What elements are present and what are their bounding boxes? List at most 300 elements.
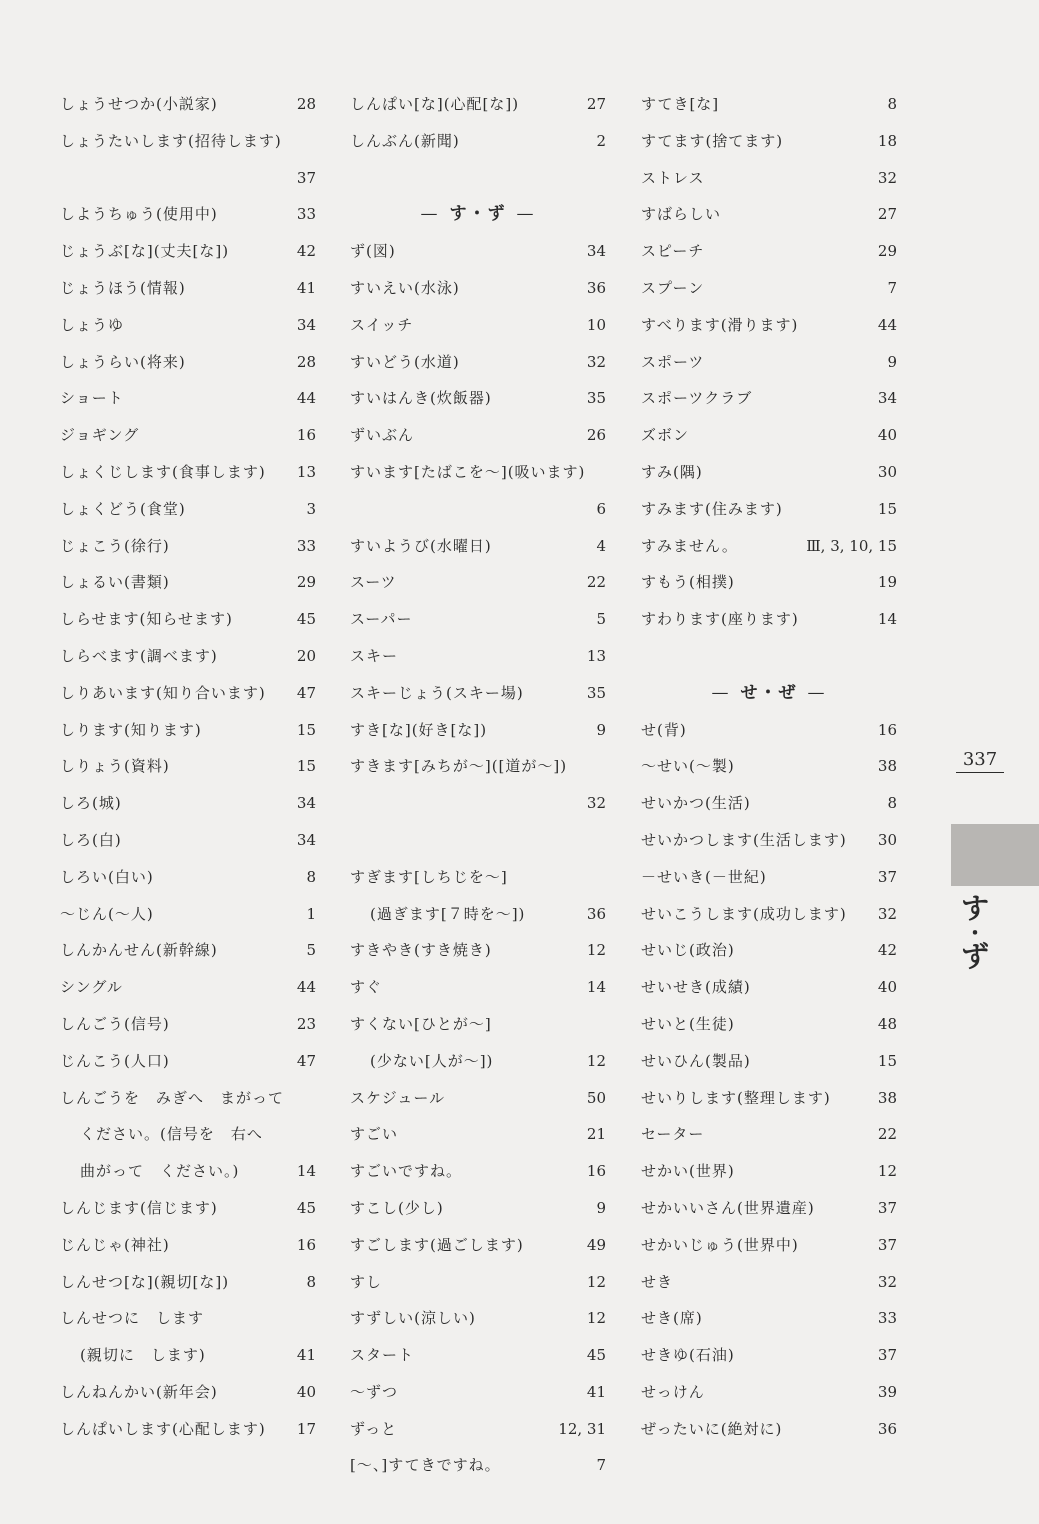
- index-entry: [60, 932, 316, 969]
- index-page-ref: 13: [586, 646, 606, 665]
- index-entry: [350, 1116, 606, 1153]
- index-term: すばらしい: [641, 205, 722, 224]
- index-term: すくない[ひとが～]: [350, 1014, 492, 1033]
- index-term: せいりします(整理します): [641, 1088, 831, 1107]
- index-entry: [60, 1337, 316, 1374]
- index-entry: [60, 344, 316, 381]
- index-page-ref: 37: [877, 1235, 897, 1254]
- index-entry: [641, 233, 897, 270]
- section-heading-label: す・ず: [449, 204, 507, 225]
- section-heading: [641, 675, 897, 712]
- index-entry: [350, 1153, 606, 1190]
- index-page-ref: 14: [296, 1162, 316, 1181]
- index-term: ぜったいに(絶対に): [641, 1419, 783, 1438]
- index-page-ref: 9: [887, 352, 897, 371]
- index-term: しろい(白い): [60, 867, 154, 886]
- index-page-ref: 22: [877, 1125, 897, 1144]
- index-term: シングル: [60, 978, 123, 997]
- index-page-ref: [312, 1300, 316, 1337]
- index-page-ref: [602, 822, 606, 859]
- index-entry: [60, 233, 316, 270]
- index-entry: [641, 712, 897, 749]
- index-term: スタート: [350, 1346, 415, 1365]
- index-entry: [350, 86, 606, 123]
- index-entry: [641, 86, 897, 123]
- index-entry: [60, 196, 316, 233]
- index-page-ref: 2: [596, 131, 606, 150]
- index-page-ref: 45: [586, 1346, 606, 1365]
- index-entry: [350, 160, 606, 197]
- index-entry: [350, 1080, 606, 1117]
- thumb-label-char: ・: [965, 921, 985, 945]
- index-page-ref: 9: [596, 720, 606, 739]
- index-entry: [60, 86, 316, 123]
- index-entry: [641, 1227, 897, 1264]
- index-page-ref: 12: [586, 1272, 606, 1291]
- index-entry: [60, 528, 316, 565]
- index-term: スポーツ: [641, 352, 705, 371]
- index-page-ref: 48: [877, 1014, 897, 1033]
- page-number: 337: [956, 748, 1004, 773]
- index-term: スキーじょう(スキー場): [350, 683, 524, 702]
- index-entry: [641, 1300, 897, 1337]
- index-page-ref: 14: [877, 610, 897, 629]
- index-term: じんこう(人口): [60, 1051, 170, 1070]
- index-entry: [641, 123, 897, 160]
- index-entry: [641, 969, 897, 1006]
- index-page-ref: 21: [586, 1125, 606, 1144]
- thumb-label-char: ず: [960, 940, 989, 973]
- index-entry: [641, 1043, 897, 1080]
- index-page-ref: 38: [877, 1088, 897, 1107]
- index-term: すわります(座ります): [641, 610, 799, 629]
- index-entry: [350, 896, 606, 933]
- index-term: すし: [350, 1272, 383, 1291]
- index-entry: [60, 564, 316, 601]
- index-term: ～じん(～人): [60, 904, 154, 923]
- index-entry: [60, 1411, 316, 1448]
- index-entry: [641, 1264, 897, 1301]
- index-term: ～ずつ: [350, 1382, 399, 1401]
- index-entry: [641, 748, 897, 785]
- index-page-ref: [312, 123, 316, 160]
- index-term: しんごう(信号): [60, 1014, 170, 1033]
- index-entry: [60, 123, 316, 160]
- index-entry: [60, 1043, 316, 1080]
- index-term: しろ(城): [60, 794, 122, 813]
- index-term: (少ない[人が～]): [370, 1051, 494, 1070]
- index-entry: [641, 1080, 897, 1117]
- index-term: じょうほう(情報): [60, 278, 186, 297]
- index-term: すぐ: [350, 978, 383, 997]
- index-entry: [60, 1153, 316, 1190]
- index-page-ref: 16: [877, 720, 897, 739]
- index-term: すきやき(すき焼き): [350, 941, 492, 960]
- index-page-ref: 15: [296, 720, 316, 739]
- index-entry: [350, 1264, 606, 1301]
- index-page-ref: 44: [296, 389, 316, 408]
- index-entry: [350, 822, 606, 859]
- index-page-ref: 34: [296, 830, 316, 849]
- index-term: スーツ: [350, 573, 397, 592]
- index-page-ref: 12: [586, 941, 606, 960]
- index-entry: [60, 969, 316, 1006]
- index-term: すぎます[しちじを～]: [350, 867, 508, 886]
- index-page-ref: 28: [296, 352, 316, 371]
- index-page-ref: 16: [586, 1162, 606, 1181]
- index-page-ref: 15: [877, 499, 897, 518]
- index-page-ref: 23: [296, 1014, 316, 1033]
- index-term: しょうゆ: [60, 315, 125, 334]
- index-page-ref: [602, 160, 606, 197]
- index-page-ref: 30: [877, 462, 897, 481]
- index-page-ref: 22: [586, 573, 606, 592]
- index-entry: [60, 785, 316, 822]
- index-term: すごします(過ごします): [350, 1235, 524, 1254]
- index-term: しょうせつか(小説家): [60, 95, 218, 113]
- heading-dash: —: [516, 204, 536, 225]
- index-entry: [641, 270, 897, 307]
- index-term: しんじます(信じます): [60, 1198, 218, 1217]
- index-term: しりあいます(知り合います): [60, 683, 266, 702]
- index-page-ref: 45: [296, 610, 316, 629]
- index-term: ～せい(～製): [641, 757, 735, 776]
- index-page-ref: 37: [877, 1346, 897, 1365]
- index-page-ref: 12, 31: [558, 1419, 606, 1438]
- index-entry: [641, 307, 897, 344]
- index-entry: [641, 1116, 897, 1153]
- index-column-2: [350, 86, 606, 1484]
- index-term: すごい: [350, 1125, 399, 1144]
- index-term: ずいぶん: [350, 426, 415, 445]
- index-term: しろ(白): [60, 830, 122, 849]
- index-page-ref: 36: [586, 904, 606, 923]
- index-page-ref: 26: [586, 426, 606, 445]
- heading-dash: —: [420, 204, 440, 225]
- index-page-ref: 40: [296, 1382, 316, 1401]
- index-term: すきます[みちが～]([道が～]): [350, 757, 568, 776]
- index-term: せ(背): [641, 720, 687, 739]
- index-term: セーター: [641, 1125, 705, 1144]
- index-entry: [60, 859, 316, 896]
- index-page-ref: 8: [887, 794, 897, 813]
- index-term: すいようび(水曜日): [350, 536, 492, 555]
- thumb-index-label: [958, 892, 992, 974]
- heading-dash: —: [807, 682, 827, 703]
- index-term: しんぱい[な](心配[な]): [350, 95, 520, 113]
- index-page-ref: 34: [877, 389, 897, 408]
- index-page-ref: [312, 1116, 316, 1153]
- index-entry: [641, 638, 897, 675]
- index-term: すみません。: [641, 536, 738, 555]
- index-entry: [350, 1447, 606, 1484]
- index-page-ref: 33: [877, 1309, 897, 1328]
- index-term: せき(席): [641, 1309, 703, 1328]
- index-term: スプーン: [641, 278, 705, 297]
- heading-dash: —: [711, 682, 731, 703]
- index-term: ズボン: [641, 426, 690, 445]
- index-term: すもう(相撲): [641, 573, 735, 592]
- index-page-ref: 33: [296, 536, 316, 555]
- index-entry: [641, 601, 897, 638]
- index-page-ref: 40: [877, 978, 897, 997]
- index-page-ref: 45: [296, 1198, 316, 1217]
- index-entry: [641, 160, 897, 197]
- index-term: しらべます(調べます): [60, 646, 218, 665]
- index-page-ref: 49: [586, 1235, 606, 1254]
- index-entry: [350, 1043, 606, 1080]
- index-entry: [60, 307, 316, 344]
- index-term: (過ぎます[７時を～]): [370, 904, 526, 923]
- index-entry: [641, 785, 897, 822]
- index-entry: [60, 1227, 316, 1264]
- index-term: ください。(信号を 右へ: [80, 1125, 263, 1144]
- index-page-ref: [602, 859, 606, 896]
- index-page-ref: 16: [296, 1235, 316, 1254]
- index-term: せき: [641, 1272, 674, 1291]
- index-page-ref: 34: [586, 242, 606, 261]
- index-page-ref: 12: [877, 1162, 897, 1181]
- index-page-ref: 18: [877, 131, 897, 150]
- index-entry: [641, 454, 897, 491]
- index-page-ref: 5: [596, 610, 606, 629]
- index-page-ref: 9: [596, 1198, 606, 1217]
- index-entry: [641, 1374, 897, 1411]
- index-term: じんじゃ(神社): [60, 1235, 170, 1254]
- index-term: －せいき(－世紀): [641, 867, 767, 886]
- index-page-ref: 37: [296, 168, 316, 187]
- index-term: ストレス: [641, 168, 705, 187]
- index-entry: [60, 270, 316, 307]
- index-page-ref: Ⅲ, 3, 10, 15: [806, 536, 897, 555]
- index-entry: [60, 417, 316, 454]
- index-entry: [350, 748, 606, 785]
- index-entry: [350, 785, 606, 822]
- index-page-ref: 4: [596, 536, 606, 555]
- index-term: 曲がって ください。): [80, 1162, 240, 1181]
- index-entry: [641, 417, 897, 454]
- index-term: じょこう(徐行): [60, 536, 170, 555]
- index-page-ref: [602, 748, 606, 785]
- index-term: じょうぶ[な](丈夫[な]): [60, 242, 230, 261]
- index-term: ず(図): [350, 242, 396, 261]
- index-page-ref: 32: [877, 168, 897, 187]
- index-entry: [60, 160, 316, 197]
- index-entry: [350, 380, 606, 417]
- index-term: しんごうを みぎへ まがって: [60, 1088, 285, 1107]
- index-entry: [350, 675, 606, 712]
- thumb-label-char: す: [960, 892, 989, 925]
- index-term: しりょう(資料): [60, 757, 170, 776]
- index-page-ref: 14: [586, 978, 606, 997]
- index-column-1: [60, 86, 316, 1447]
- index-entry: [350, 564, 606, 601]
- index-page-ref: 32: [877, 904, 897, 923]
- index-entry: [60, 822, 316, 859]
- index-page-ref: 34: [296, 794, 316, 813]
- index-page-ref: 7: [887, 278, 897, 297]
- index-term: せいかつ(生活): [641, 794, 751, 813]
- index-page-ref: 44: [877, 315, 897, 334]
- index-page-ref: 47: [296, 1051, 316, 1070]
- index-term: スーパー: [350, 610, 413, 629]
- index-page-ref: 27: [586, 95, 606, 113]
- index-entry: [60, 1116, 316, 1153]
- index-entry: [350, 1337, 606, 1374]
- index-page-ref: 27: [877, 205, 897, 224]
- index-term: スポーツクラブ: [641, 389, 753, 408]
- index-term: せいと(生徒): [641, 1014, 735, 1033]
- index-term: しんぶん(新聞): [350, 131, 460, 150]
- index-page-ref: 42: [296, 242, 316, 261]
- index-entry: [350, 344, 606, 381]
- index-page-ref: 6: [596, 499, 606, 518]
- index-page-ref: 40: [877, 426, 897, 445]
- index-page-ref: 16: [296, 426, 316, 445]
- index-page-ref: 41: [586, 1382, 606, 1401]
- index-page-ref: 41: [296, 1346, 316, 1365]
- index-entry: [350, 417, 606, 454]
- index-term: すみます(住みます): [641, 499, 783, 518]
- index-entry: [641, 896, 897, 933]
- index-term: スピーチ: [641, 242, 705, 261]
- index-page-ref: 35: [586, 683, 606, 702]
- index-entry: [350, 969, 606, 1006]
- index-entry: [641, 491, 897, 528]
- index-page-ref: 32: [586, 352, 606, 371]
- index-entry: [60, 638, 316, 675]
- index-page-ref: 12: [586, 1051, 606, 1070]
- index-page-ref: 36: [586, 278, 606, 297]
- index-term: すいます[たばこを～](吸います): [350, 462, 586, 481]
- index-entry: [60, 1264, 316, 1301]
- index-page-ref: 13: [296, 462, 316, 481]
- index-page-ref: 29: [296, 573, 316, 592]
- index-term: しらせます(知らせます): [60, 610, 233, 629]
- index-term: せっけん: [641, 1382, 705, 1401]
- index-entry: [60, 1374, 316, 1411]
- index-entry: [350, 491, 606, 528]
- index-term: すいはんき(炊飯器): [350, 389, 492, 408]
- index-page-ref: 12: [586, 1309, 606, 1328]
- index-term: しんせつ[な](親切[な]): [60, 1272, 230, 1291]
- index-entry: [350, 1411, 606, 1448]
- index-term: しんぱいします(心配します): [60, 1419, 266, 1438]
- index-term: しょくどう(食堂): [60, 499, 186, 518]
- index-term: すいえい(水泳): [350, 278, 460, 297]
- thumb-index-tab: [951, 824, 1039, 886]
- index-page-ref: 10: [586, 315, 606, 334]
- index-page-ref: 8: [306, 867, 316, 886]
- index-term: すこし(少し): [350, 1198, 444, 1217]
- index-term: (親切に します): [80, 1346, 206, 1365]
- index-page-ref: 50: [586, 1088, 606, 1107]
- index-entry: [641, 196, 897, 233]
- index-entry: [641, 528, 897, 565]
- index-entry: [641, 564, 897, 601]
- index-page-ref: [602, 1006, 606, 1043]
- index-page-ref: 37: [877, 1198, 897, 1217]
- index-entry: [60, 491, 316, 528]
- index-page-ref: 36: [877, 1419, 897, 1438]
- index-page-ref: 1: [306, 904, 316, 923]
- index-term: [～、]すてきですね。: [350, 1456, 501, 1475]
- index-entry: [60, 454, 316, 491]
- index-entry: [350, 712, 606, 749]
- index-page-ref: 8: [306, 1272, 316, 1291]
- index-entry: [350, 307, 606, 344]
- index-entry: [60, 1080, 316, 1117]
- index-page-ref: 38: [877, 757, 897, 776]
- index-page-ref: 35: [586, 389, 606, 408]
- index-entry: [60, 1300, 316, 1337]
- index-page-ref: 28: [296, 95, 316, 113]
- index-term: せきゆ(石油): [641, 1346, 735, 1365]
- index-term: スイッチ: [350, 315, 414, 334]
- index-term: すみ(隅): [641, 462, 703, 481]
- index-entry: [641, 1337, 897, 1374]
- index-term: すべります(滑ります): [641, 315, 799, 334]
- index-entry: [60, 1190, 316, 1227]
- index-page-ref: [893, 638, 897, 675]
- index-page-ref: 5: [306, 941, 316, 960]
- index-term: しょうたいします(招待します): [60, 131, 282, 150]
- index-term: すてます(捨てます): [641, 131, 784, 150]
- index-term: せかいいさん(世界遺産): [641, 1198, 815, 1217]
- index-term: すずしい(涼しい): [350, 1309, 476, 1328]
- index-term: せいかつします(生活します): [641, 830, 847, 849]
- index-term: スケジュール: [350, 1088, 446, 1107]
- index-entry: [350, 123, 606, 160]
- index-entry: [350, 638, 606, 675]
- index-entry: [641, 1411, 897, 1448]
- index-term: しんせつに します: [60, 1309, 205, 1328]
- index-page-ref: 15: [296, 757, 316, 776]
- index-page-ref: 37: [877, 867, 897, 886]
- index-term: ジョギング: [60, 426, 140, 445]
- index-term: しょるい(書類): [60, 573, 170, 592]
- section-heading: [350, 196, 606, 233]
- index-entry: [350, 1006, 606, 1043]
- index-entry: [350, 528, 606, 565]
- index-page-ref: 30: [877, 830, 897, 849]
- index-page-ref: 34: [296, 315, 316, 334]
- index-term: しようちゅう(使用中): [60, 205, 218, 224]
- index-column-3: [641, 86, 897, 1447]
- index-entry: [350, 1300, 606, 1337]
- index-term: すき[な](好き[な]): [350, 720, 488, 739]
- index-page-ref: 15: [877, 1051, 897, 1070]
- index-entry: [60, 896, 316, 933]
- index-term: すごいですね。: [350, 1162, 463, 1181]
- index-entry: [60, 601, 316, 638]
- index-entry: [350, 233, 606, 270]
- index-page-ref: [312, 1080, 316, 1117]
- index-entry: [641, 380, 897, 417]
- index-term: しょくじします(食事します): [60, 462, 266, 481]
- index-term: しんねんかい(新年会): [60, 1382, 218, 1401]
- index-entry: [641, 344, 897, 381]
- index-term: ショート: [60, 389, 124, 408]
- index-page-ref: 20: [296, 646, 316, 665]
- index-entry: [350, 454, 606, 491]
- index-page-ref: 44: [296, 978, 316, 997]
- index-page-ref: 39: [877, 1382, 897, 1401]
- index-term: せいじ(政治): [641, 941, 735, 960]
- index-page-ref: 19: [877, 573, 897, 592]
- section-heading-label: せ・ぜ: [740, 682, 798, 703]
- index-page-ref: 42: [877, 941, 897, 960]
